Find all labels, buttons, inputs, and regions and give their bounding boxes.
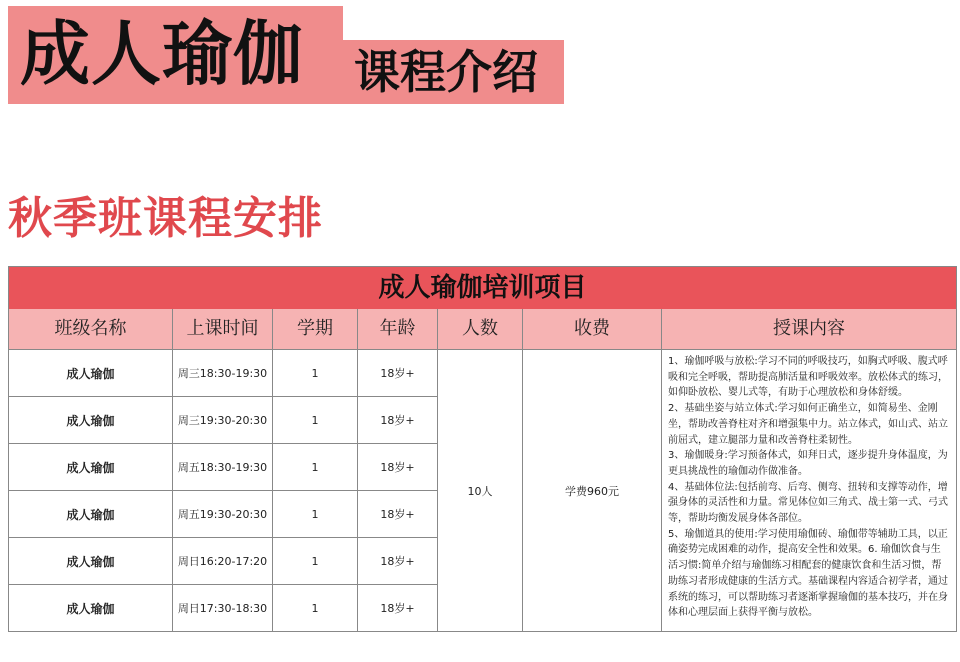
table-row-name: 成人瑜伽 <box>9 490 172 537</box>
course-content-cell: 1、瑜伽呼吸与放松:学习不同的呼吸技巧，如胸式呼吸、腹式呼吸和完全呼吸，帮助提高肺活量和呼吸效率。放松体式的练习，如仰卧放松、婴儿式等，有助于心理放松和身体舒缓。 2、基础坐姿与站立体式:学习如何正确坐立，如简易坐、金刚坐，帮助改善脊柱对齐和增强集中力。站立体式，如山式、站立前屈式，建立腿部力量和改善脊柱柔韧性。 3、瑜伽暖身:学习预备体式，如拜日式，逐步提升身体温度，为更具挑战性的瑜伽动作做准备。 4、基础体位法:包括前弯、后弯、侧弯、扭转和支撑等动作，增强身体的灵活性和力量。常见体位如三角式、战士第一式、弓式等，帮助均衡发展身体各部位。 5、瑜伽道具的使用:学习使用瑜伽砖、瑜伽带等辅助工具，以正确姿势完成困难的动作，提高安全性和效果。6. 瑜伽饮食与生活习惯:简单介绍与瑜伽练习相配套的健康饮食和生活习惯，帮助练习者形成健康的生活方式。基础课程内容适合初学者，通过系统的练习，可以帮助练习者逐渐掌握瑜伽的基本技巧，并在身体和心理层面上获得平衡与放松。 <box>661 349 956 631</box>
table-row-age: 18岁+ <box>357 490 437 537</box>
table-row-age: 18岁+ <box>357 443 437 490</box>
headcount-cell: 10人 <box>437 349 522 631</box>
table-row-time: 周日16:20-17:20 <box>172 537 272 584</box>
table-row-term: 1 <box>272 490 357 537</box>
table-row-name: 成人瑜伽 <box>9 584 172 631</box>
table-row-name: 成人瑜伽 <box>9 443 172 490</box>
table-row-time: 周日17:30-18:30 <box>172 584 272 631</box>
header-age: 年龄 <box>357 309 437 349</box>
table-row-term: 1 <box>272 584 357 631</box>
table-row-term: 1 <box>272 349 357 396</box>
course-table <box>8 266 957 632</box>
section-heading: 秋季班课程安排 <box>8 193 323 244</box>
page-subtitle: 课程介绍 <box>354 45 538 99</box>
table-row-age: 18岁+ <box>357 537 437 584</box>
header-content: 授课内容 <box>661 309 956 349</box>
table-row-time: 周三19:30-20:30 <box>172 396 272 443</box>
table-row-term: 1 <box>272 443 357 490</box>
table-row-age: 18岁+ <box>357 396 437 443</box>
table-row-time: 周五19:30-20:30 <box>172 490 272 537</box>
header-class-name: 班级名称 <box>9 309 172 349</box>
table-row-time: 周五18:30-19:30 <box>172 443 272 490</box>
table-row-term: 1 <box>272 537 357 584</box>
table-row-name: 成人瑜伽 <box>9 349 172 396</box>
header-headcount: 人数 <box>437 309 522 349</box>
header-fee: 收费 <box>522 309 661 349</box>
page-title: 成人瑜伽 <box>20 13 304 95</box>
table-row-name: 成人瑜伽 <box>9 396 172 443</box>
title-banner-notch <box>343 6 564 40</box>
header-time: 上课时间 <box>172 309 272 349</box>
header-term: 学期 <box>272 309 357 349</box>
table-title: 成人瑜伽培训项目 <box>9 267 956 309</box>
table-row-term: 1 <box>272 396 357 443</box>
table-row-age: 18岁+ <box>357 584 437 631</box>
table-row-time: 周三18:30-19:30 <box>172 349 272 396</box>
table-row-name: 成人瑜伽 <box>9 537 172 584</box>
fee-cell: 学费960元 <box>522 349 661 631</box>
table-row-age: 18岁+ <box>357 349 437 396</box>
